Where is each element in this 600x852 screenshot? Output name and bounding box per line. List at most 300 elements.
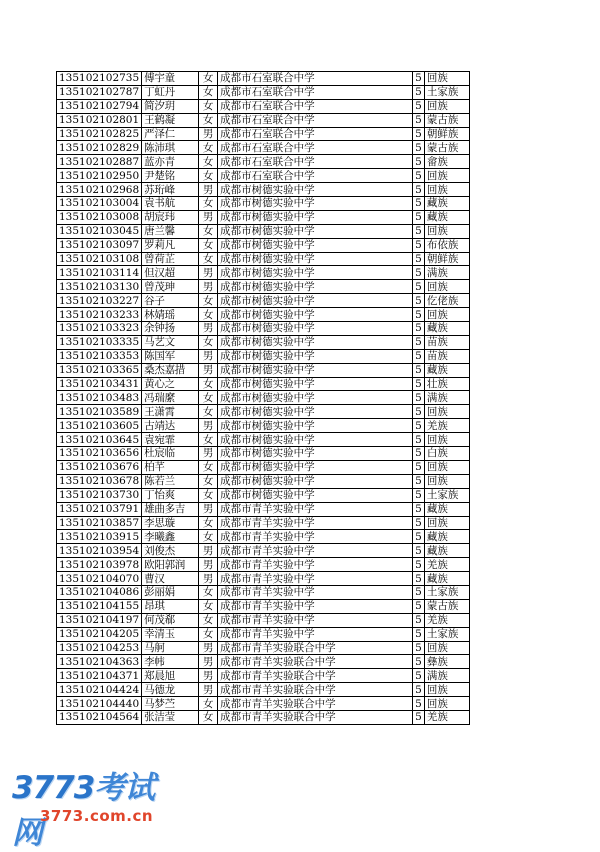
cell-student-name: 谷子 [142,294,199,308]
cell-ethnicity: 蒙古族 [424,141,469,155]
cell-school: 成都市石室联合中学 [218,169,413,183]
cell-student-name: 张洁莹 [142,710,199,724]
cell-ethnicity: 羌族 [424,710,469,724]
cell-exam-number: 135102103730 [57,488,142,502]
table-row [57,655,470,669]
cell-grade: 5 [413,183,425,197]
cell-school: 成都市石室联合中学 [218,99,413,113]
cell-student-name: 古靖达 [142,419,199,433]
cell-student-name: 王潇霄 [142,405,199,419]
cell-exam-number: 135102104424 [57,683,142,697]
table-row [57,405,470,419]
cell-exam-number: 135102102787 [57,85,142,99]
cell-exam-number: 135102103227 [57,294,142,308]
cell-ethnicity: 回族 [424,474,469,488]
cell-school: 成都市青羊实验中学 [218,613,413,627]
cell-student-name: 蓝亦青 [142,155,199,169]
table-row [57,113,470,127]
cell-grade: 5 [413,85,425,99]
cell-student-name: 昂琪 [142,599,199,613]
cell-grade: 5 [413,294,425,308]
cell-gender: 女 [199,697,218,711]
cell-ethnicity: 藏族 [424,322,469,336]
cell-grade: 5 [413,433,425,447]
cell-student-name: 冯瑞縻 [142,391,199,405]
cell-grade: 5 [413,335,425,349]
table-row [57,669,470,683]
cell-school: 成都市石室联合中学 [218,155,413,169]
table-row [57,516,470,530]
cell-school: 成都市青羊实验中学 [218,599,413,613]
cell-grade: 5 [413,460,425,474]
cell-school: 成都市树德实验中学 [218,474,413,488]
table-row [57,363,470,377]
table-row [57,447,470,461]
cell-ethnicity: 回族 [424,99,469,113]
cell-gender: 女 [199,224,218,238]
cell-gender: 男 [199,419,218,433]
cell-ethnicity: 苗族 [424,335,469,349]
table-row [57,85,470,99]
cell-exam-number: 135102103130 [57,280,142,294]
cell-student-name: 刘俊杰 [142,544,199,558]
cell-ethnicity: 回族 [424,224,469,238]
cell-grade: 5 [413,169,425,183]
cell-gender: 女 [199,433,218,447]
cell-school: 成都市石室联合中学 [218,72,413,86]
cell-student-name: 余钟扬 [142,322,199,336]
table-row [57,210,470,224]
table-row [57,544,470,558]
cell-school: 成都市树德实验中学 [218,433,413,447]
cell-school: 成都市树德实验中学 [218,266,413,280]
cell-ethnicity: 白族 [424,447,469,461]
cell-student-name: 袁宛霏 [142,433,199,447]
cell-gender: 男 [199,572,218,586]
cell-school: 成都市青羊实验联合中学 [218,655,413,669]
cell-gender: 女 [199,599,218,613]
cell-gender: 男 [199,447,218,461]
cell-exam-number: 135102103431 [57,377,142,391]
cell-grade: 5 [413,224,425,238]
cell-student-name: 马梦苎 [142,697,199,711]
cell-grade: 5 [413,363,425,377]
cell-student-name: 杜宸临 [142,447,199,461]
cell-ethnicity: 羌族 [424,613,469,627]
cell-gender: 男 [199,544,218,558]
cell-grade: 5 [413,710,425,724]
table-row [57,141,470,155]
cell-ethnicity: 回族 [424,641,469,655]
cell-student-name: 马德龙 [142,683,199,697]
cell-ethnicity: 土家族 [424,85,469,99]
cell-ethnicity: 仡佬族 [424,294,469,308]
table-row [57,697,470,711]
cell-exam-number: 135102104371 [57,669,142,683]
cell-school: 成都市青羊实验联合中学 [218,669,413,683]
cell-gender: 男 [199,502,218,516]
table-row [57,613,470,627]
cell-gender: 女 [199,99,218,113]
cell-school: 成都市树德实验中学 [218,294,413,308]
cell-student-name: 丁怡爽 [142,488,199,502]
cell-ethnicity: 羌族 [424,558,469,572]
cell-ethnicity: 回族 [424,169,469,183]
cell-school: 成都市树德实验中学 [218,488,413,502]
cell-ethnicity: 满族 [424,391,469,405]
cell-gender: 男 [199,183,218,197]
table-row [57,377,470,391]
cell-exam-number: 135102103045 [57,224,142,238]
cell-student-name: 罗莉凡 [142,238,199,252]
cell-school: 成都市树德实验中学 [218,308,413,322]
cell-exam-number: 135102104253 [57,641,142,655]
cell-grade: 5 [413,113,425,127]
cell-student-name: 李思璇 [142,516,199,530]
cell-gender: 女 [199,155,218,169]
table-row [57,460,470,474]
cell-exam-number: 135102103978 [57,558,142,572]
cell-grade: 5 [413,683,425,697]
student-list-body [57,72,470,725]
cell-grade: 5 [413,585,425,599]
student-list-table [56,71,470,725]
cell-student-name: 黄心之 [142,377,199,391]
cell-gender: 女 [199,113,218,127]
cell-exam-number: 135102103323 [57,322,142,336]
cell-student-name: 但汉超 [142,266,199,280]
cell-gender: 男 [199,683,218,697]
cell-grade: 5 [413,308,425,322]
cell-student-name: 王鹤凝 [142,113,199,127]
cell-grade: 5 [413,155,425,169]
cell-grade: 5 [413,669,425,683]
cell-grade: 5 [413,599,425,613]
cell-gender: 女 [199,613,218,627]
cell-ethnicity: 羌族 [424,419,469,433]
cell-grade: 5 [413,558,425,572]
cell-ethnicity: 满族 [424,669,469,683]
cell-school: 成都市青羊实验联合中学 [218,710,413,724]
cell-student-name: 柏芊 [142,460,199,474]
table-row [57,99,470,113]
cell-school: 成都市青羊实验中学 [218,516,413,530]
cell-student-name: 马舸 [142,641,199,655]
cell-student-name: 彭丽娟 [142,585,199,599]
cell-exam-number: 135102104197 [57,613,142,627]
cell-ethnicity: 回族 [424,516,469,530]
cell-exam-number: 135102103008 [57,210,142,224]
cell-ethnicity: 藏族 [424,502,469,516]
cell-ethnicity: 朝鲜族 [424,127,469,141]
cell-school: 成都市青羊实验中学 [218,544,413,558]
cell-ethnicity: 蒙古族 [424,113,469,127]
cell-school: 成都市青羊实验中学 [218,502,413,516]
cell-exam-number: 135102102968 [57,183,142,197]
cell-student-name: 林婧瑶 [142,308,199,322]
table-row [57,683,470,697]
cell-ethnicity: 回族 [424,72,469,86]
cell-grade: 5 [413,544,425,558]
table-row [57,322,470,336]
table-row [57,474,470,488]
cell-exam-number: 135102103233 [57,308,142,322]
watermark-url: 3773.com.cn [40,807,154,825]
cell-grade: 5 [413,377,425,391]
cell-exam-number: 135102103483 [57,391,142,405]
cell-school: 成都市树德实验中学 [218,224,413,238]
table-row [57,627,470,641]
cell-student-name: 傅宇童 [142,72,199,86]
cell-grade: 5 [413,474,425,488]
cell-exam-number: 135102104363 [57,655,142,669]
cell-school: 成都市树德实验中学 [218,238,413,252]
cell-school: 成都市树德实验中学 [218,391,413,405]
cell-gender: 女 [199,516,218,530]
cell-school: 成都市青羊实验中学 [218,627,413,641]
cell-grade: 5 [413,266,425,280]
cell-student-name: 胡宸玮 [142,210,199,224]
cell-grade: 5 [413,516,425,530]
cell-gender: 男 [199,266,218,280]
cell-exam-number: 135102103676 [57,460,142,474]
cell-student-name: 欧阳郭润 [142,558,199,572]
table-row [57,419,470,433]
cell-gender: 女 [199,391,218,405]
cell-school: 成都市树德实验中学 [218,363,413,377]
cell-exam-number: 135102103114 [57,266,142,280]
cell-student-name: 曹汉 [142,572,199,586]
table-row [57,599,470,613]
table-row [57,155,470,169]
cell-school: 成都市树德实验中学 [218,210,413,224]
table-row [57,710,470,724]
cell-ethnicity: 回族 [424,433,469,447]
cell-ethnicity: 回族 [424,183,469,197]
cell-exam-number: 135102103589 [57,405,142,419]
table-row [57,238,470,252]
cell-ethnicity: 回族 [424,697,469,711]
cell-grade: 5 [413,405,425,419]
watermark-logo-text: 考试网 [12,770,155,851]
cell-student-name: 马艺文 [142,335,199,349]
cell-student-name: 李曦鑫 [142,530,199,544]
cell-student-name: 曾茂珅 [142,280,199,294]
cell-school: 成都市石室联合中学 [218,85,413,99]
table-row [57,224,470,238]
table-row [57,558,470,572]
cell-student-name: 李帏 [142,655,199,669]
cell-gender: 女 [199,460,218,474]
cell-exam-number: 135102102887 [57,155,142,169]
cell-exam-number: 135102103335 [57,335,142,349]
cell-student-name: 袁书航 [142,197,199,211]
cell-ethnicity: 土家族 [424,488,469,502]
cell-exam-number: 135102103605 [57,419,142,433]
cell-ethnicity: 回族 [424,308,469,322]
cell-gender: 女 [199,238,218,252]
table-row [57,502,470,516]
cell-grade: 5 [413,72,425,86]
cell-ethnicity: 朝鲜族 [424,252,469,266]
table-row [57,72,470,86]
cell-school: 成都市石室联合中学 [218,113,413,127]
cell-ethnicity: 藏族 [424,530,469,544]
cell-student-name: 苏珩峰 [142,183,199,197]
cell-ethnicity: 彝族 [424,655,469,669]
cell-grade: 5 [413,641,425,655]
cell-ethnicity: 回族 [424,280,469,294]
cell-grade: 5 [413,252,425,266]
cell-school: 成都市树德实验中学 [218,183,413,197]
table-row [57,488,470,502]
cell-student-name: 丁虹丹 [142,85,199,99]
cell-ethnicity: 苗族 [424,349,469,363]
cell-exam-number: 135102102735 [57,72,142,86]
cell-grade: 5 [413,99,425,113]
cell-gender: 女 [199,72,218,86]
cell-grade: 5 [413,530,425,544]
cell-gender: 女 [199,627,218,641]
cell-grade: 5 [413,419,425,433]
cell-ethnicity: 回族 [424,683,469,697]
cell-student-name: 郑晨旭 [142,669,199,683]
cell-gender: 女 [199,474,218,488]
cell-exam-number: 135102102801 [57,113,142,127]
watermark-logo-number: 3773 [12,770,95,806]
cell-exam-number: 135102104440 [57,697,142,711]
table-row [57,280,470,294]
cell-gender: 女 [199,585,218,599]
cell-gender: 女 [199,294,218,308]
cell-gender: 女 [199,488,218,502]
cell-ethnicity: 布依族 [424,238,469,252]
cell-grade: 5 [413,697,425,711]
cell-exam-number: 135102103353 [57,349,142,363]
cell-student-name: 曾荷芷 [142,252,199,266]
cell-grade: 5 [413,391,425,405]
table-row [57,530,470,544]
cell-ethnicity: 回族 [424,460,469,474]
cell-gender: 男 [199,655,218,669]
cell-gender: 女 [199,530,218,544]
cell-exam-number: 135102104070 [57,572,142,586]
cell-student-name: 严泽仁 [142,127,199,141]
cell-grade: 5 [413,141,425,155]
cell-ethnicity: 藏族 [424,197,469,211]
cell-student-name: 幸清玉 [142,627,199,641]
cell-student-name: 简汐玥 [142,99,199,113]
cell-ethnicity: 回族 [424,405,469,419]
cell-school: 成都市树德实验中学 [218,405,413,419]
table-row [57,349,470,363]
cell-grade: 5 [413,655,425,669]
table-row [57,294,470,308]
cell-grade: 5 [413,572,425,586]
cell-school: 成都市树德实验中学 [218,335,413,349]
cell-student-name: 陈沛琪 [142,141,199,155]
cell-grade: 5 [413,613,425,627]
cell-student-name: 陈若兰 [142,474,199,488]
cell-grade: 5 [413,488,425,502]
cell-school: 成都市青羊实验中学 [218,558,413,572]
cell-grade: 5 [413,197,425,211]
cell-student-name: 雄曲多吉 [142,502,199,516]
cell-school: 成都市树德实验中学 [218,252,413,266]
cell-school: 成都市树德实验中学 [218,197,413,211]
table-row [57,127,470,141]
cell-ethnicity: 满族 [424,266,469,280]
cell-exam-number: 135102102950 [57,169,142,183]
table-row [57,572,470,586]
cell-exam-number: 135102103656 [57,447,142,461]
cell-exam-number: 135102103791 [57,502,142,516]
cell-school: 成都市青羊实验联合中学 [218,683,413,697]
cell-ethnicity: 土家族 [424,585,469,599]
cell-ethnicity: 藏族 [424,363,469,377]
cell-ethnicity: 藏族 [424,544,469,558]
table-row [57,433,470,447]
cell-gender: 女 [199,252,218,266]
cell-school: 成都市青羊实验中学 [218,530,413,544]
table-row [57,585,470,599]
cell-exam-number: 135102103365 [57,363,142,377]
table-row [57,197,470,211]
cell-school: 成都市树德实验中学 [218,460,413,474]
cell-ethnicity: 壮族 [424,377,469,391]
cell-exam-number: 135102103954 [57,544,142,558]
cell-school: 成都市石室联合中学 [218,141,413,155]
cell-gender: 女 [199,85,218,99]
cell-grade: 5 [413,280,425,294]
cell-gender: 女 [199,197,218,211]
cell-ethnicity: 土家族 [424,627,469,641]
site-watermark [8,762,178,851]
cell-grade: 5 [413,322,425,336]
cell-student-name: 陈国军 [142,349,199,363]
cell-gender: 男 [199,280,218,294]
cell-gender: 女 [199,308,218,322]
cell-exam-number: 135102104205 [57,627,142,641]
cell-gender: 女 [199,377,218,391]
cell-grade: 5 [413,502,425,516]
cell-gender: 女 [199,405,218,419]
cell-exam-number: 135102103108 [57,252,142,266]
cell-gender: 男 [199,349,218,363]
cell-gender: 女 [199,710,218,724]
table-row [57,183,470,197]
cell-school: 成都市树德实验中学 [218,322,413,336]
cell-student-name: 唐兰馨 [142,224,199,238]
cell-school: 成都市树德实验中学 [218,280,413,294]
cell-school: 成都市树德实验中学 [218,377,413,391]
cell-grade: 5 [413,210,425,224]
cell-exam-number: 135102103097 [57,238,142,252]
table-row [57,266,470,280]
cell-gender: 男 [199,558,218,572]
cell-exam-number: 135102102825 [57,127,142,141]
cell-ethnicity: 畲族 [424,155,469,169]
cell-student-name: 尹楚铭 [142,169,199,183]
cell-school: 成都市树德实验中学 [218,447,413,461]
table-row [57,308,470,322]
cell-exam-number: 135102103678 [57,474,142,488]
cell-exam-number: 135102103645 [57,433,142,447]
cell-gender: 男 [199,669,218,683]
cell-exam-number: 135102102794 [57,99,142,113]
cell-exam-number: 135102102829 [57,141,142,155]
cell-gender: 女 [199,335,218,349]
